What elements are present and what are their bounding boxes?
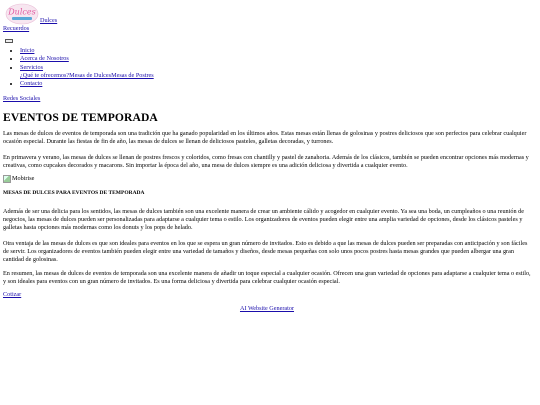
image-alt-text: Mobirise bbox=[12, 175, 35, 182]
nav-item-inicio bbox=[20, 47, 154, 55]
social-link[interactable]: Redes Sociales bbox=[3, 95, 41, 102]
section-subtitle: MESAS DE DULCES PARA EVENTOS DE TEMPORADA bbox=[3, 190, 145, 196]
nav-item-acerca bbox=[20, 55, 154, 63]
subnav-link-que-ofrecemos[interactable]: ¿Qué te ofrecemos? bbox=[20, 71, 70, 79]
nav-link-servicios[interactable]: Servicios bbox=[20, 63, 44, 71]
nav-item-contacto bbox=[20, 80, 154, 88]
nav-link-contacto[interactable]: Contacto bbox=[20, 80, 43, 88]
menu-toggle-button[interactable] bbox=[5, 39, 13, 43]
nav-item-servicios bbox=[20, 64, 154, 81]
footer-generator-link[interactable]: AI Website Generator bbox=[239, 305, 295, 312]
brand-name-link[interactable]: Dulces bbox=[40, 17, 58, 24]
nav-link-acerca[interactable]: Acerca de Nosotros bbox=[20, 55, 69, 63]
subnav-link-mesas-postres[interactable]: Mesas de Postres bbox=[111, 71, 154, 79]
footer bbox=[0, 305, 534, 313]
nav-link-inicio[interactable]: Inicio bbox=[20, 47, 35, 54]
paragraph-1: Las mesas de dulces de eventos de temporada son una tradición que ha ganado popularidad en los últimos años. Estas mesas están llenas de golosinas y postres deliciosos que son perfectos para celebrar cualquier ocasión especial. Durante las fiestas de fin de año, las mesas de dulces se llenan de deliciosos pasteles, galletas decoradas, y turrones. bbox=[3, 130, 527, 146]
paragraph-5: En resumen, las mesas de dulces de eventos de temporada son una excelente manera de añadir un toque especial a cualquier ocasión. Ofrecen una gran variedad de opciones para adaptarse a cualquier tema o estilo, y son ideales para eventos con un gran número de invitados. Es una forma deliciosa y divertida para celebrar cualquier ocasión especial. bbox=[3, 270, 531, 286]
brand-name-line2-link[interactable]: Recuerdos bbox=[3, 25, 30, 32]
cotizar-button[interactable]: Cotizar bbox=[3, 291, 22, 298]
navbar-brand bbox=[3, 3, 535, 32]
paragraph-2: En primavera y verano, las mesas de dulces se llenan de postres frescos y coloridos, como fresas con chantilly y pastel de zanahoria. Además de los clásicos, también se pueden encontrar opciones más modernas y creativas, como cupcakes decorados y macarons. Sin importar la época del año, una mesa de dulces siempre es una adición deliciosa y divertida a cualquier evento. bbox=[3, 154, 529, 170]
page bbox=[3, 3, 535, 298]
subnav-link-mesas-dulces[interactable]: Mesas de Dulces bbox=[69, 71, 112, 79]
paragraph-3: Además de ser una delicia para los sentidos, las mesas de dulces también son una excelente manera de crear un ambiente cálido y acogedor en cualquier evento. Ya sea una boda, un cumpleaños o una reunión de negocios, las mesas de dulces pueden ser personalizadas para adaptarse a cualquier tema o estilo. Los organizadores de eventos pueden elegir entre una amplia variedad de opciones, desde los clásicos pasteles y galletas hasta opciones más modernas como los donuts y los pops de helado. bbox=[3, 208, 524, 232]
broken-image-icon bbox=[3, 175, 11, 183]
main-nav bbox=[7, 47, 154, 88]
page-title: EVENTOS DE TEMPORADA bbox=[3, 111, 158, 124]
paragraph-4: Otra ventaja de las mesas de dulces es que son ideales para eventos en los que se espera un gran número de invitados. Esto es debido a que las mesas de dulces pueden ser preparadas con anticipación y son fáciles de servir. Los organizadores de eventos también pueden elegir entre una variedad de tamaños y diseños, desde mesas pequeñas con solo unos pocos postres hasta mesas grandes que pueden albergar una gran cantidad de golosinas. bbox=[3, 240, 528, 264]
logo-text: Dulces bbox=[8, 7, 36, 17]
services-dropdown bbox=[20, 72, 154, 80]
brand-logo[interactable] bbox=[5, 3, 39, 25]
broken-image bbox=[3, 175, 34, 183]
